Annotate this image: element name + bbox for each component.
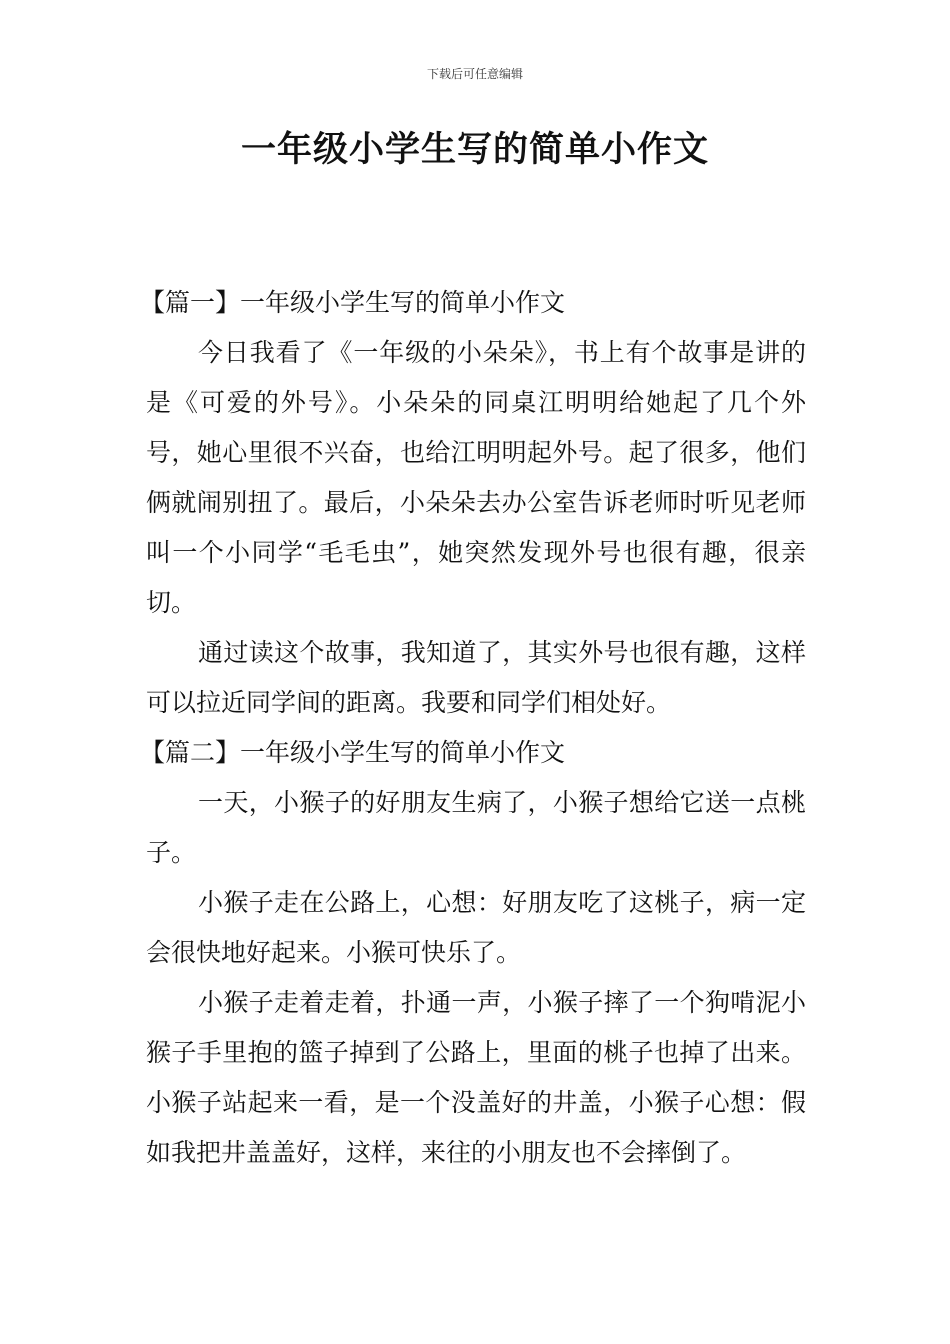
paragraph: 今日我看了《一年级的小朵朵》，书上有个故事是讲的是《可爱的外号》。小朵朵的同桌江明明给她起了几个外号，她心里很不兴奋，也给江明明起外号。起了很多，他们俩就闹别扭了。最后，小朵朵去办公室告诉老师时听见老师叫一个小同学“毛毛虫”，她突然发现外号也很有趣，很亲切。 <box>146 338 806 617</box>
section-heading: 【篇一】一年级小学生写的简单小作文 <box>140 288 566 317</box>
paragraph: 一天，小猴子的好朋友生病了，小猴子想给它送一点桃子。 <box>146 788 806 867</box>
document-body <box>140 278 806 1178</box>
document-title: 一年级小学生写的简单小作文 <box>240 130 709 170</box>
section-heading: 【篇二】一年级小学生写的简单小作文 <box>140 738 566 767</box>
paragraph: 通过读这个故事，我知道了，其实外号也很有趣，这样可以拉近同学间的距离。我要和同学们相处好。 <box>146 638 806 717</box>
paragraph: 小猴子走着走着，扑通一声，小猴子摔了一个狗啃泥小猴子手里抱的篮子掉到了公路上，里面的桃子也掉了出来。小猴子站起来一看，是一个没盖好的井盖，小猴子心想：假如我把井盖盖好，这样，来往的小朋友也不会摔倒了。 <box>146 988 806 1167</box>
header-note: 下载后可任意编辑 <box>426 67 523 81</box>
section-2 <box>140 728 806 1178</box>
paragraph: 小猴子走在公路上，心想：好朋友吃了这桃子，病一定会很快地好起来。小猴可快乐了。 <box>146 888 806 967</box>
section-1 <box>140 278 806 728</box>
